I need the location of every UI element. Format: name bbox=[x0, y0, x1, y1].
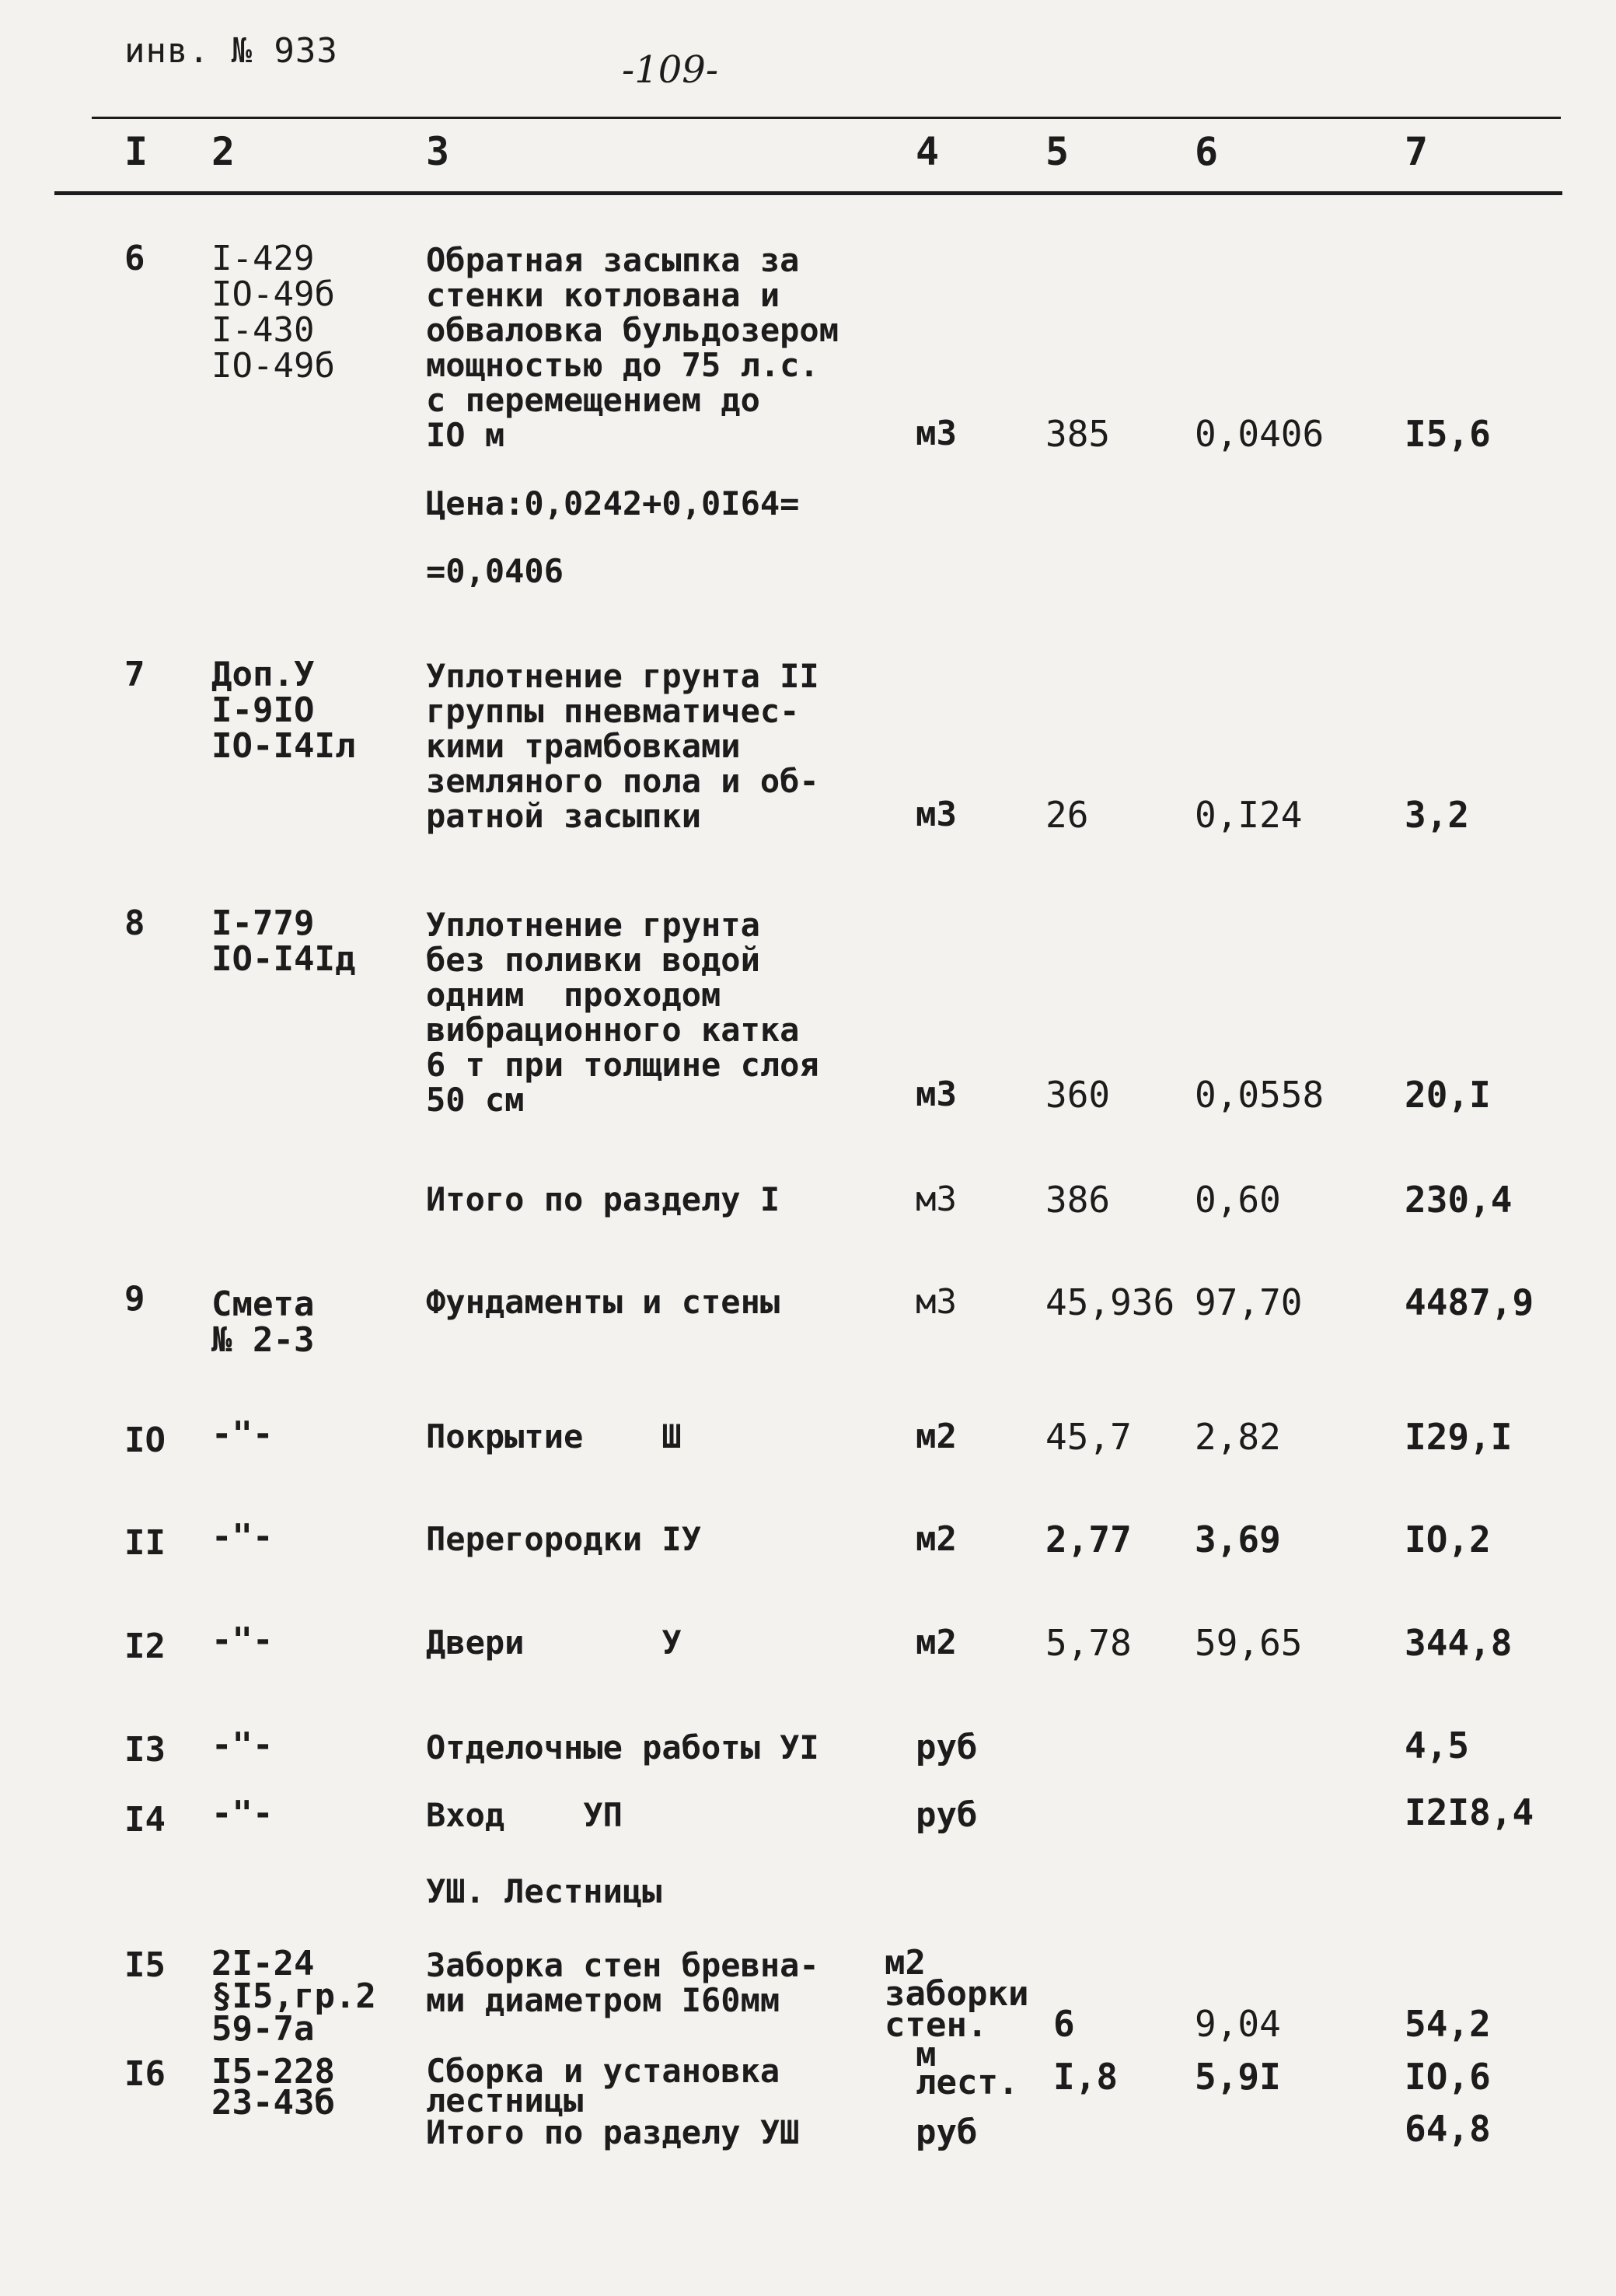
row-code: I5-228 23-43б bbox=[211, 2052, 335, 2123]
row-total: I2I8,4 bbox=[1405, 1791, 1534, 1833]
row-price: 0,0406 bbox=[1195, 413, 1325, 455]
column-header-5: 5 bbox=[1045, 129, 1070, 174]
row-code: -"- bbox=[211, 1794, 274, 1833]
row-description: Итого по разделу I bbox=[426, 1180, 780, 1218]
row-unit: м3 bbox=[916, 1282, 957, 1322]
row-code: Доп.У I-9IO IO-I4Iл bbox=[211, 655, 356, 766]
row-unit: руб bbox=[916, 1795, 978, 1835]
row-unit: м2 bbox=[916, 1519, 957, 1559]
row-total: I5,6 bbox=[1405, 413, 1491, 455]
column-header-4: 4 bbox=[916, 129, 940, 174]
row-code: -"- bbox=[211, 1620, 274, 1660]
header-rule-top bbox=[92, 117, 1561, 119]
row-quantity: 360 bbox=[1045, 1074, 1111, 1116]
row-quantity: 6 bbox=[1053, 2003, 1075, 2045]
row-number: 9 bbox=[124, 1279, 145, 1319]
row-code: I-779 IO-I4Iд bbox=[211, 903, 356, 979]
row-code: Смета № 2-3 bbox=[211, 1284, 315, 1360]
row-number: 8 bbox=[124, 903, 145, 943]
row-unit: м3 bbox=[916, 414, 957, 453]
row-price: 97,70 bbox=[1195, 1281, 1303, 1323]
row-total: 3,2 bbox=[1405, 794, 1470, 836]
row-total: 64,8 bbox=[1405, 2108, 1491, 2150]
row-price: 0,0558 bbox=[1195, 1074, 1325, 1116]
price-calculation: Цена:0,0242+0,0I64= bbox=[426, 484, 800, 522]
row-number: I5 bbox=[124, 1945, 166, 1985]
inventory-number: инв. № 933 bbox=[124, 31, 338, 71]
row-number: I4 bbox=[124, 1800, 166, 1840]
row-unit: м2 заборки стен. bbox=[885, 1943, 1029, 2045]
row-number: I6 bbox=[124, 2054, 166, 2094]
column-header-7: 7 bbox=[1405, 129, 1429, 174]
row-price: 59,65 bbox=[1195, 1622, 1303, 1664]
header-rule-bottom bbox=[54, 191, 1562, 195]
row-code: 2I-24 §I5,гр.2 59-7а bbox=[211, 1944, 376, 2049]
row-total: 230,4 bbox=[1405, 1179, 1513, 1221]
row-unit: м лест. bbox=[916, 2035, 1019, 2102]
row-unit: м3 bbox=[916, 1075, 957, 1114]
row-price: 0,I24 bbox=[1195, 794, 1303, 836]
row-quantity: 45,936 bbox=[1045, 1281, 1175, 1323]
price-result: =0,0406 bbox=[426, 552, 564, 590]
row-quantity: 386 bbox=[1045, 1179, 1111, 1221]
row-price: 5,9I bbox=[1195, 2056, 1281, 2098]
row-total: IO,6 bbox=[1405, 2056, 1491, 2098]
row-description: Двери У bbox=[426, 1623, 682, 1662]
row-description: Уплотнение грунта без поливки водой одним проходом вибрационного катка 6 т при толщине слоя 50 см bbox=[426, 906, 819, 1119]
row-code: -"- bbox=[211, 1517, 274, 1557]
row-description: Фундаменты и стены bbox=[426, 1283, 780, 1321]
row-quantity: 5,78 bbox=[1045, 1622, 1132, 1664]
row-description: Отделочные работы УI bbox=[426, 1728, 819, 1767]
row-code: I-429 IO-49б I-430 IO-49б bbox=[211, 239, 335, 386]
row-quantity: 45,7 bbox=[1045, 1416, 1132, 1458]
column-header-1: I bbox=[124, 129, 148, 174]
row-number: I2 bbox=[124, 1627, 166, 1666]
row-unit: руб bbox=[916, 1728, 978, 1767]
row-price: 9,04 bbox=[1195, 2003, 1281, 2045]
row-description: Перегородки IУ bbox=[426, 1520, 702, 1558]
row-total: 54,2 bbox=[1405, 2003, 1491, 2045]
row-number: I3 bbox=[124, 1730, 166, 1770]
row-quantity: 2,77 bbox=[1045, 1518, 1132, 1560]
row-total: IO,2 bbox=[1405, 1518, 1491, 1560]
row-unit: м2 bbox=[916, 1417, 957, 1456]
section-heading: УШ. Лестницы bbox=[426, 1872, 662, 1910]
row-number: IO bbox=[124, 1421, 166, 1460]
row-unit: м2 bbox=[916, 1623, 957, 1662]
row-description: Итого по разделу УШ bbox=[426, 2113, 800, 2151]
row-description: Покрытие Ш bbox=[426, 1417, 682, 1456]
row-number: 6 bbox=[124, 239, 145, 278]
row-unit: м3 bbox=[916, 1179, 957, 1219]
row-description: Уплотнение грунта II группы пневматичес- кими трамбовками земляного пола и об- ратной засыпки bbox=[426, 657, 819, 835]
column-header-2: 2 bbox=[211, 129, 236, 174]
row-unit: руб bbox=[916, 2113, 978, 2152]
row-unit: м3 bbox=[916, 795, 957, 834]
row-total: 4487,9 bbox=[1405, 1281, 1534, 1323]
row-total: 20,I bbox=[1405, 1074, 1491, 1116]
row-description: Вход УП bbox=[426, 1796, 623, 1834]
row-number: 7 bbox=[124, 655, 145, 694]
row-quantity: 26 bbox=[1045, 794, 1089, 836]
row-description: Обратная засыпка за стенки котлована и обваловка бульдозером мощностью до 75 л.с. с перемещением до IO м bbox=[426, 241, 839, 454]
row-total: 4,5 bbox=[1405, 1725, 1470, 1767]
row-price: 0,60 bbox=[1195, 1179, 1281, 1221]
row-description: Заборка стен бревна- ми диаметром I60мм bbox=[426, 1946, 819, 2019]
row-quantity: 385 bbox=[1045, 413, 1111, 455]
row-code: -"- bbox=[211, 1725, 274, 1765]
row-description: Сборка и установка лестницы bbox=[426, 2052, 780, 2120]
row-code: -"- bbox=[211, 1414, 274, 1454]
row-price: 3,69 bbox=[1195, 1518, 1281, 1560]
row-price: 2,82 bbox=[1195, 1416, 1281, 1458]
column-header-6: 6 bbox=[1195, 129, 1219, 174]
row-number: II bbox=[124, 1523, 166, 1563]
row-total: I29,I bbox=[1405, 1416, 1513, 1458]
column-header-3: 3 bbox=[426, 129, 450, 174]
page-number: -109- bbox=[622, 48, 719, 92]
row-quantity: I,8 bbox=[1053, 2056, 1119, 2098]
row-total: 344,8 bbox=[1405, 1622, 1513, 1664]
